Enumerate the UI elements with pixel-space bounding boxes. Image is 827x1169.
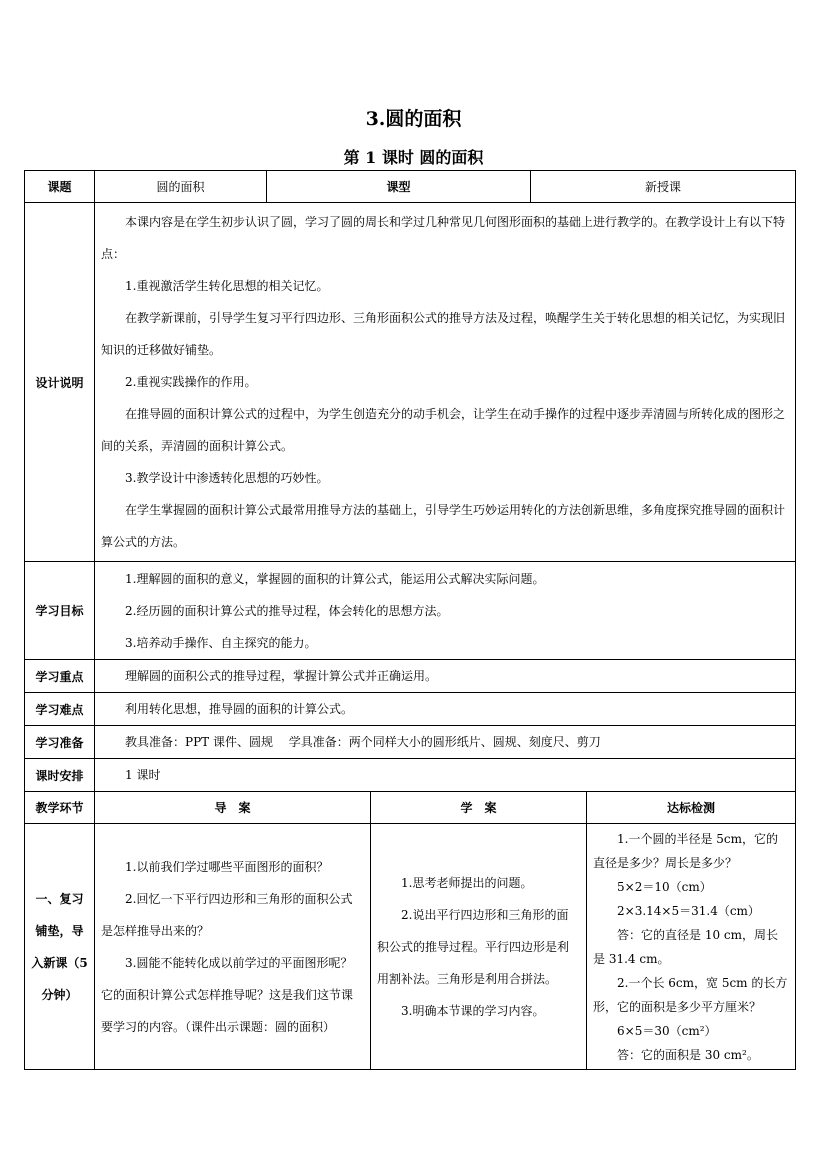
goals-label: 学习目标	[25, 562, 95, 660]
check-item: 1.一个圆的半径是 5cm，它的直径是多少？周长是多少？	[593, 831, 779, 870]
check-item: 答：它的直径是 10 cm，周长是 31.4 cm。	[593, 927, 779, 966]
check-item: 答：它的面积是 30 cm²。	[617, 1047, 759, 1062]
study-column-header: 学 案	[371, 792, 587, 824]
lesson-subtitle: 第 1 课时 圆的面积	[343, 148, 484, 167]
review-row	[25, 824, 796, 1070]
schedule-row	[25, 759, 796, 792]
review-stage-line: 分钟）	[41, 987, 78, 1002]
check-item: 6×5＝30（cm²）	[617, 1023, 717, 1038]
goals-row	[25, 562, 796, 660]
check-item: 5×2＝10（cm）	[617, 879, 712, 894]
goals-content	[95, 562, 796, 660]
study-item: 1.思考老师提出的问题。	[401, 875, 533, 890]
info-row	[25, 171, 796, 203]
review-guide	[95, 824, 371, 1070]
design-row	[25, 203, 796, 562]
review-stage	[25, 824, 95, 1070]
type-label: 课型	[267, 171, 531, 203]
schedule-text: 1 课时	[125, 768, 161, 782]
difficulty-text: 利用转化思想，推导圆的面积的计算公式。	[125, 702, 354, 716]
prep-text: 教具准备：PPT 课件、圆规 学具准备：两个同样大小的圆形纸片、圆规、刻度尺、剪刀	[125, 735, 601, 749]
design-content	[95, 203, 796, 562]
check-column-header: 达标检测	[587, 792, 796, 824]
study-item: 2.说出平行四边形和三角形的面积公式的推导过程。平行四边形是利用割补法。三角形是利用合拼法。	[377, 907, 570, 986]
design-label: 设计说明	[25, 203, 95, 562]
design-paragraph: 在教学新课前，引导学生复习平行四边形、三角形面积公式的推导方法及过程，唤醒学生关于转化思想的相关记忆，为实现旧知识的迁移做好铺垫。	[101, 311, 786, 357]
design-paragraph: 在学生掌握圆的面积计算公式最常用推导方法的基础上，引导学生巧妙运用转化的方法创新思维，多角度探究推导圆的面积计算公式的方法。	[101, 503, 786, 549]
goal-item: 1.理解圆的面积的意义，掌握圆的面积的计算公式，能运用公式解决实际问题。	[125, 571, 545, 586]
review-stage-line: 入新课（5	[31, 955, 88, 970]
design-paragraph: 2.重视实践操作的作用。	[125, 375, 257, 389]
goal-item: 2.经历圆的面积计算公式的推导过程，体会转化的思想方法。	[125, 603, 449, 618]
check-item: 2.一个长 6cm，宽 5cm 的长方形，它的面积是多少平方厘米？	[593, 975, 788, 1014]
type-value: 新授课	[531, 171, 796, 203]
design-paragraph: 本课内容是在学生初步认识了圆，学习了圆的周长和学过几种常见几何图形面积的基础上进行教学的。在教学设计上有以下特点：	[101, 215, 786, 261]
stage-column-header: 教学环节	[25, 792, 95, 824]
guide-item: 3.圆能不能转化成以前学过的平面图形呢？它的面积计算公式怎样推导呢？这是我们这节课要学习的内容。（课件出示课题：圆的面积）	[101, 955, 354, 1034]
lesson-plan-table	[24, 170, 796, 1070]
design-paragraph: 3.教学设计中渗透转化思想的巧妙性。	[125, 471, 329, 485]
design-paragraph: 在推导圆的面积计算公式的过程中，为学生创造充分的动手机会，让学生在动手操作的过程中逐步弄清圆与所转化成的图形之间的关系，弄清圆的面积计算公式。	[101, 407, 786, 453]
prep-row	[25, 726, 796, 759]
review-stage-line: 一、复习	[35, 891, 84, 906]
review-study	[371, 824, 587, 1070]
topic-label: 课题	[25, 171, 95, 203]
difficulty-label: 学习难点	[25, 693, 95, 726]
study-item: 3.明确本节课的学习内容。	[401, 1003, 545, 1018]
review-check	[587, 824, 796, 1070]
schedule-label: 课时安排	[25, 759, 95, 792]
review-stage-line: 铺垫，导	[35, 923, 84, 938]
columns-header-row	[25, 792, 796, 824]
design-paragraph: 1.重视激活学生转化思想的相关记忆。	[125, 279, 329, 293]
prep-label: 学习准备	[25, 726, 95, 759]
key-point-text: 理解圆的面积公式的推导过程，掌握计算公式并正确运用。	[125, 669, 438, 683]
topic-value: 圆的面积	[95, 171, 267, 203]
key-point-label: 学习重点	[25, 660, 95, 693]
difficulty-row	[25, 693, 796, 726]
guide-item: 1.以前我们学过哪些平面图形的面积？	[125, 859, 329, 874]
goal-item: 3.培养动手操作、自主探究的能力。	[125, 635, 317, 650]
document-title: 3.圆的面积	[365, 108, 462, 130]
key-point-row	[25, 660, 796, 693]
check-item: 2×3.14×5＝31.4（cm）	[617, 903, 760, 918]
guide-item: 2.回忆一下平行四边形和三角形的面积公式是怎样推导出来的？	[101, 891, 353, 938]
guide-column-header: 导 案	[95, 792, 371, 824]
